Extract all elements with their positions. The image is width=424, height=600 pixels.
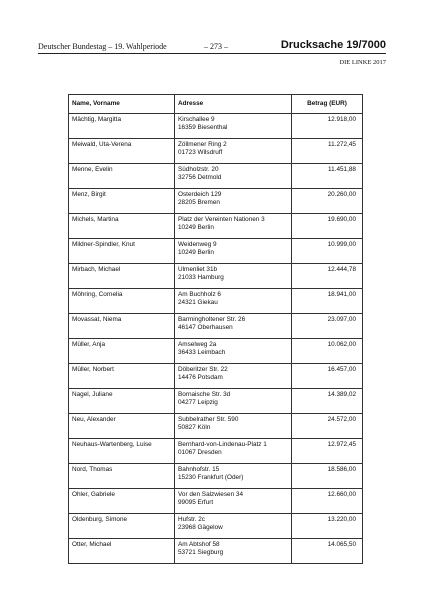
table-row [69, 139, 363, 164]
table-row [69, 339, 363, 364]
address-city: 10249 Berlin [178, 249, 214, 256]
column-header-amount: Betrag (EUR) [292, 95, 363, 114]
cell-name: Neuhaus-Wartenberg, Luise [69, 439, 175, 464]
address-city: 14476 Potsdam [178, 374, 223, 381]
address-street: Platz der Vereinten Nationen 3 [178, 216, 265, 223]
address-street: Barmingholtener Str. 26 [178, 316, 246, 323]
address-city: 50827 Köln [178, 424, 211, 431]
cell-amount: 10.062,00 [292, 339, 363, 364]
address-city: 10249 Berlin [178, 224, 214, 231]
address-city: 36433 Leimbach [178, 349, 226, 356]
address-city: 46147 Oberhausen [178, 324, 233, 331]
cell-amount: 10.999,00 [292, 239, 363, 264]
table-row [69, 164, 363, 189]
cell-name: Movassat, Niema [69, 314, 175, 339]
cell-address [175, 364, 292, 389]
cell-name: Menne, Evelin [69, 164, 175, 189]
address-city: 24321 Giekau [178, 299, 218, 306]
cell-name: Meiwald, Uta-Verena [69, 139, 175, 164]
cell-name: Mirbach, Michael [69, 264, 175, 289]
address-street: Amselweg 2a [178, 341, 217, 348]
cell-amount: 24.572,00 [292, 414, 363, 439]
cell-name: Otter, Michael [69, 539, 175, 564]
document-number: Drucksache 19/7000 [280, 39, 386, 51]
cell-amount: 18.941,00 [292, 289, 363, 314]
cell-amount: 12.660,00 [292, 489, 363, 514]
address-street: Hufstr. 2c [178, 516, 205, 523]
cell-amount: 14.389,02 [292, 389, 363, 414]
cell-name: Müller, Anja [69, 339, 175, 364]
address-city: 28205 Bremen [178, 199, 220, 206]
address-street: Am Abtshof 58 [178, 541, 220, 548]
table-row [69, 239, 363, 264]
address-street: Döberitzer Str. 22 [178, 366, 228, 373]
cell-address [175, 439, 292, 464]
address-city: 23968 Gägelow [178, 524, 223, 531]
cell-amount: 18.586,00 [292, 464, 363, 489]
address-city: 15230 Frankfurt (Oder) [178, 474, 244, 481]
cell-address [175, 339, 292, 364]
address-city: 01067 Dresden [178, 449, 222, 456]
address-street: Bahnhofstr. 15 [178, 466, 220, 473]
cell-address [175, 489, 292, 514]
cell-address [175, 164, 292, 189]
cell-address [175, 114, 292, 139]
cell-address [175, 139, 292, 164]
party-label: DIE LINKE 2017 [339, 59, 386, 66]
table-row [69, 489, 363, 514]
table-row [69, 264, 363, 289]
address-street: Kirschallee 9 [178, 116, 215, 123]
cell-address [175, 289, 292, 314]
address-city: 99095 Erfurt [178, 499, 214, 506]
cell-amount: 12.918,00 [292, 114, 363, 139]
column-header-address: Adresse [175, 95, 292, 114]
address-city: 04277 Leipzig [178, 399, 218, 406]
cell-name: Neu, Alexander [69, 414, 175, 439]
header-publication: Deutscher Bundestag – 19. Wahlperiode [38, 42, 167, 51]
table-row [69, 114, 363, 139]
address-street: Osterdeich 129 [178, 191, 222, 198]
cell-amount: 11.272,45 [292, 139, 363, 164]
cell-address [175, 214, 292, 239]
cell-name: Michels, Martina [69, 214, 175, 239]
donation-table [68, 94, 363, 564]
address-street: Vor den Salzwiesen 34 [178, 491, 244, 498]
cell-amount: 19.690,00 [292, 214, 363, 239]
cell-name: Ohler, Gabriele [69, 489, 175, 514]
cell-address [175, 314, 292, 339]
table-row [69, 464, 363, 489]
table-row [69, 539, 363, 564]
cell-address [175, 264, 292, 289]
address-street: Zöllmener Ring 2 [178, 141, 227, 148]
table-row [69, 389, 363, 414]
table-header-row [69, 95, 363, 114]
cell-name: Möhring, Cornelia [69, 289, 175, 314]
table-row [69, 514, 363, 539]
address-street: Südholzstr. 20 [178, 166, 219, 173]
cell-name: Menz, Birgit [69, 189, 175, 214]
table-row [69, 364, 363, 389]
cell-name: Nord, Thomas [69, 464, 175, 489]
table-row [69, 289, 363, 314]
cell-address [175, 539, 292, 564]
address-city: 53721 Siegburg [178, 549, 224, 556]
column-header-name: Name, Vorname [69, 95, 175, 114]
address-city: 16359 Biesenthal [178, 124, 228, 131]
table-row [69, 214, 363, 239]
table-row [69, 414, 363, 439]
address-street: Bornaische Str. 3d [178, 391, 231, 398]
cell-name: Mildner-Spindler, Knut [69, 239, 175, 264]
address-street: Weidenweg 9 [178, 241, 217, 248]
cell-name: Nagel, Juliane [69, 389, 175, 414]
cell-address [175, 414, 292, 439]
cell-amount: 11.451,88 [292, 164, 363, 189]
table-row [69, 189, 363, 214]
cell-address [175, 189, 292, 214]
table-body [69, 114, 363, 564]
address-street: Ulmenliet 31b [178, 266, 218, 273]
address-city: 32756 Detmold [178, 174, 222, 181]
cell-amount: 14.065,50 [292, 539, 363, 564]
cell-amount: 12.444,78 [292, 264, 363, 289]
address-street: Am Buchholz 6 [178, 291, 221, 298]
cell-name: Müller, Norbert [69, 364, 175, 389]
table-row [69, 314, 363, 339]
cell-amount: 20.260,00 [292, 189, 363, 214]
address-city: 01723 Wilsdruff [178, 149, 223, 156]
cell-amount: 16.457,00 [292, 364, 363, 389]
table-row [69, 439, 363, 464]
cell-address [175, 389, 292, 414]
cell-address [175, 239, 292, 264]
cell-amount: 13.220,00 [292, 514, 363, 539]
page-number: – 273 – [204, 42, 228, 51]
header-divider [38, 53, 386, 54]
cell-address [175, 514, 292, 539]
address-street: Bernhard-von-Lindenau-Platz 1 [178, 441, 267, 448]
cell-address [175, 464, 292, 489]
address-city: 21033 Hamburg [178, 274, 224, 281]
address-street: Subbelrather Str. 590 [178, 416, 239, 423]
cell-name: Oldenburg, Simone [69, 514, 175, 539]
cell-amount: 12.972,45 [292, 439, 363, 464]
cell-amount: 23.097,00 [292, 314, 363, 339]
cell-name: Mächtig, Margitta [69, 114, 175, 139]
